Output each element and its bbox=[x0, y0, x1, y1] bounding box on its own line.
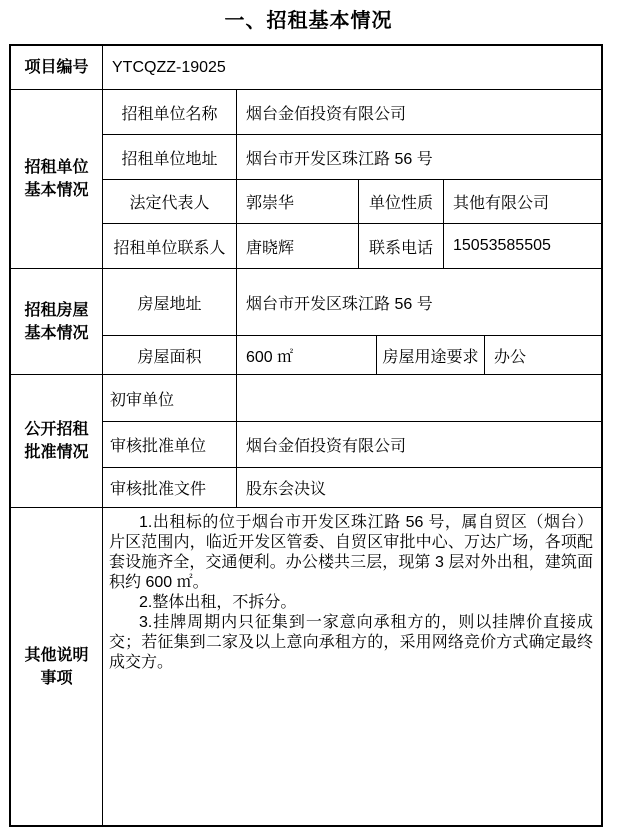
contact-phone-label: 联系电话 bbox=[359, 224, 444, 268]
house-area-label: 房屋面积 bbox=[103, 336, 237, 374]
page-title: 一、招租基本情况 bbox=[224, 10, 393, 32]
other-notes-paragraph-2: 2.整体出租，不拆分。 bbox=[139, 594, 297, 611]
legal-representative-value: 郭崇华 bbox=[237, 180, 359, 223]
house-area-row bbox=[103, 336, 601, 374]
unit-contact-label: 招租单位联系人 bbox=[103, 224, 237, 268]
section-house-basic-info bbox=[11, 269, 601, 375]
section-approval-rows bbox=[103, 375, 601, 507]
project-number-row bbox=[11, 46, 601, 90]
approval-document-row bbox=[103, 468, 601, 507]
approval-unit-value: 烟台金佰投资有限公司 bbox=[246, 438, 407, 455]
section-other-notes bbox=[11, 508, 601, 825]
house-usage-value: 办公 bbox=[494, 348, 527, 366]
section-house-rows bbox=[103, 269, 601, 374]
approval-unit-label: 审核批准单位 bbox=[103, 422, 237, 467]
unit-address-row bbox=[103, 135, 601, 180]
house-address-label: 房屋地址 bbox=[103, 269, 237, 335]
first-review-row bbox=[103, 375, 601, 422]
unit-address-value: 烟台市开发区珠江路 56 号 bbox=[246, 150, 433, 168]
house-address-row bbox=[103, 269, 601, 336]
unit-address-label: 招租单位地址 bbox=[103, 135, 237, 179]
unit-contact-value: 唐晓辉 bbox=[237, 224, 359, 268]
section-approval-label: 公开招租批准情况 bbox=[11, 375, 103, 507]
unit-name-value: 烟台金佰投资有限公司 bbox=[246, 105, 407, 123]
basic-info-table bbox=[9, 44, 603, 827]
other-notes-paragraph-1: 1.出租标的位于烟台市开发区珠江路 56 号，属自贸区（烟台）片区范围内，临近开发区管委、自贸区审批中心、万达广场，各项配套设施齐全，交通便利。办公楼共三层，现第 3 层对外出租，建筑面积约 600 ㎡。 bbox=[109, 514, 593, 591]
other-notes-content bbox=[103, 508, 601, 825]
section-unit-basic-info bbox=[11, 90, 601, 269]
section-approval-info bbox=[11, 375, 601, 508]
legal-representative-label: 法定代表人 bbox=[103, 180, 237, 223]
unit-name-label: 招租单位名称 bbox=[103, 90, 237, 134]
section-unit-label: 招租单位基本情况 bbox=[11, 90, 103, 268]
approval-unit-row bbox=[103, 422, 601, 468]
house-usage-label: 房屋用途要求 bbox=[377, 336, 485, 374]
section-unit-rows bbox=[103, 90, 601, 268]
project-number-label: 项目编号 bbox=[11, 46, 103, 89]
unit-type-label: 单位性质 bbox=[359, 180, 444, 223]
approval-document-label: 审核批准文件 bbox=[103, 468, 237, 507]
section-house-label: 招租房屋基本情况 bbox=[11, 269, 103, 374]
unit-type-value: 其他有限公司 bbox=[453, 195, 550, 212]
unit-contact-row bbox=[103, 224, 601, 268]
first-review-value bbox=[237, 375, 601, 421]
house-address-value: 烟台市开发区珠江路 56 号 bbox=[246, 295, 433, 313]
first-review-label: 初审单位 bbox=[103, 375, 237, 421]
approval-document-value: 股东会决议 bbox=[246, 481, 327, 498]
legal-representative-row bbox=[103, 180, 601, 224]
section-other-label: 其他说明事项 bbox=[11, 508, 103, 825]
house-area-value: 600 ㎡ bbox=[237, 336, 377, 374]
contact-phone-value: 15053585505 bbox=[453, 237, 551, 254]
project-number-value: YTCQZZ-19025 bbox=[112, 58, 226, 76]
other-notes-paragraph-3: 3.挂牌周期内只征集到一家意向承租方的，则以挂牌价直接成交；若征集到二家及以上意向承租方的，采用网络竞价方式确定最终成交方。 bbox=[109, 614, 593, 671]
unit-name-row bbox=[103, 90, 601, 135]
